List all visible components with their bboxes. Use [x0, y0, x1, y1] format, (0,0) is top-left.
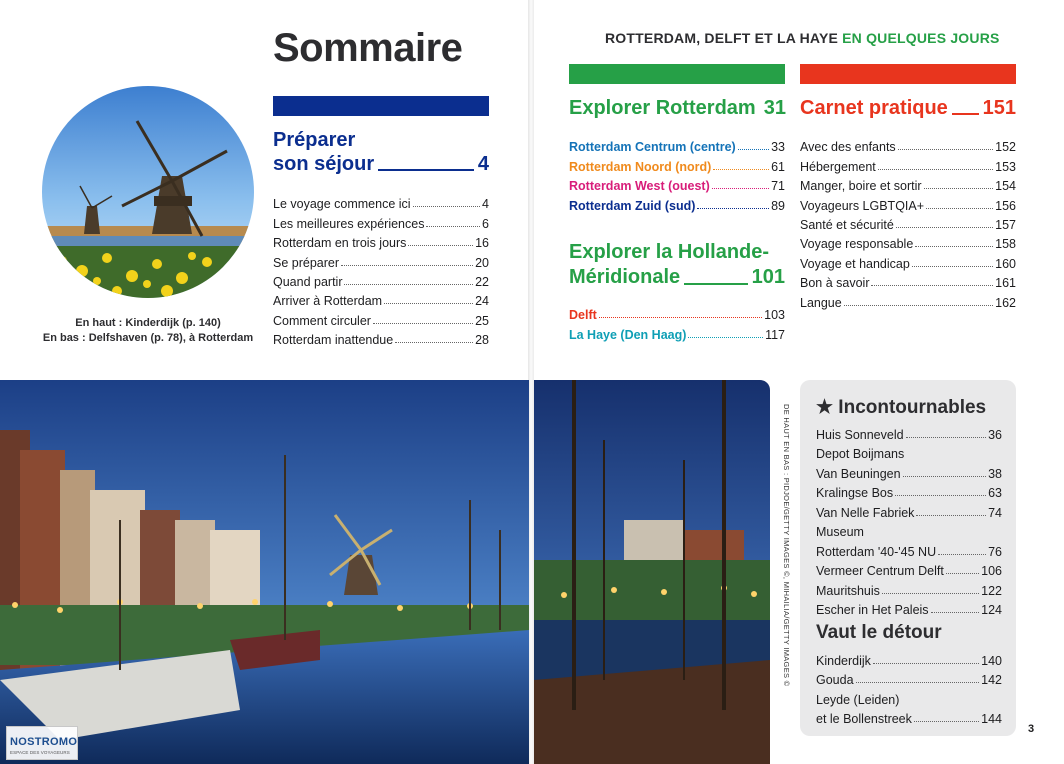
- dotted-leader: [856, 682, 980, 683]
- section-explorer-rotterdam-title[interactable]: [569, 96, 785, 120]
- delfshaven-photo: [0, 380, 529, 764]
- highlight-entry-label: Depot Boijmans: [816, 447, 905, 461]
- section-page-number: 151: [982, 97, 1016, 119]
- dotted-leader: [344, 284, 473, 285]
- highlight-entry-page: 76: [988, 544, 1002, 559]
- detour-title: Vaut le détour: [816, 622, 942, 643]
- highlight-entry-page: 74: [988, 505, 1002, 520]
- dotted-leader: [844, 305, 993, 306]
- toc-entry[interactable]: [569, 193, 785, 212]
- section-preparer-title[interactable]: [273, 128, 489, 176]
- dotted-leader: [426, 226, 480, 227]
- highlight-entry[interactable]: [816, 500, 1002, 520]
- toc-entry-page: 156: [995, 198, 1016, 213]
- toc-entry-page: 154: [995, 179, 1016, 194]
- logo-tagline: ESPACE DES VOYAGEURS: [10, 750, 70, 755]
- highlight-entry[interactable]: [816, 422, 1002, 442]
- section-color-bar: [800, 64, 1016, 84]
- harbour-photo: [534, 380, 770, 764]
- section-title: Explorer Rotterdam: [569, 97, 756, 119]
- dotted-leader: [873, 663, 979, 664]
- dotted-leader: [895, 495, 986, 496]
- toc-entry[interactable]: [273, 250, 489, 269]
- toc-entry-page: 89: [771, 198, 785, 213]
- guide-header: [605, 30, 1000, 46]
- dotted-leader: [378, 169, 474, 171]
- toc-entry[interactable]: [273, 308, 489, 327]
- toc-entry-label: Langue: [800, 295, 842, 310]
- toc-entry-label: Voyage responsable: [800, 237, 914, 252]
- highlight-entry-page: 36: [988, 427, 1002, 442]
- toc-entry-label: Rotterdam Zuid (sud): [569, 198, 696, 213]
- toc-entry-label: Quand partir: [273, 274, 343, 289]
- toc-entry-label: Arriver à Rotterdam: [273, 294, 383, 309]
- dotted-leader: [952, 113, 979, 115]
- highlight-entry-label: Museum: [816, 525, 864, 539]
- highlight-entry-label: Gouda: [816, 673, 854, 687]
- toc-entry[interactable]: [569, 303, 785, 322]
- toc-entry-page: 71: [771, 179, 785, 194]
- highlight-entry-label: Vermeer Centrum Delft: [816, 564, 944, 578]
- highlight-entry[interactable]: [816, 442, 1002, 481]
- toc-entry-label: Santé et sécurité: [800, 217, 894, 232]
- header-accent: EN QUELQUES JOURS: [842, 30, 1000, 46]
- highlight-entry[interactable]: [816, 648, 1002, 668]
- section-color-bar: [273, 96, 489, 116]
- toc-entry-label: Rotterdam West (ouest): [569, 179, 710, 194]
- highlight-entry-label: Kralingse Bos: [816, 486, 894, 500]
- dotted-leader: [373, 323, 473, 324]
- highlight-entry-label: Kinderdijk: [816, 653, 871, 668]
- dotted-leader: [697, 208, 769, 209]
- dotted-leader: [914, 721, 979, 722]
- toc-entry-page: 103: [764, 308, 785, 323]
- toc-entry[interactable]: [800, 193, 1016, 212]
- toc-entry-page: 158: [995, 237, 1016, 252]
- toc-entry-label: Rotterdam en trois jours: [273, 236, 407, 251]
- toc-list-preparer: [273, 192, 489, 347]
- section-title-line: son séjour: [273, 153, 375, 175]
- dotted-leader: [903, 476, 987, 477]
- toc-entry-label: Le voyage commence ici: [273, 197, 411, 212]
- highlight-entry[interactable]: [816, 598, 1002, 618]
- dotted-leader: [599, 317, 762, 318]
- section-page-number: 101: [751, 266, 785, 288]
- dotted-leader: [924, 188, 994, 189]
- highlight-entry-page: 122: [981, 583, 1002, 598]
- detour-list: [816, 648, 1002, 726]
- dotted-leader: [688, 337, 763, 338]
- section-page-number: 4: [477, 153, 489, 175]
- dotted-leader: [738, 149, 769, 150]
- dotted-leader: [341, 265, 473, 266]
- dotted-leader: [413, 206, 480, 207]
- toc-entry[interactable]: [569, 154, 785, 173]
- highlight-entry-page: 144: [981, 712, 1002, 726]
- toc-entry[interactable]: [569, 322, 785, 341]
- section-explorer-hollande-title[interactable]: [569, 240, 785, 290]
- toc-entry-page: 24: [475, 294, 489, 309]
- highlight-entry-label: Leyde (Leiden): [816, 692, 900, 707]
- dotted-leader: [938, 554, 986, 555]
- toc-entry[interactable]: [273, 328, 489, 347]
- highlight-entry[interactable]: [816, 578, 1002, 598]
- toc-entry-label: Delft: [569, 308, 597, 323]
- toc-entry[interactable]: [569, 135, 785, 154]
- toc-entry[interactable]: [273, 289, 489, 308]
- dotted-leader: [395, 342, 473, 343]
- highlight-entry-page: 63: [988, 486, 1002, 500]
- section-color-bar: [569, 64, 785, 84]
- incontournables-list: [816, 422, 1002, 617]
- toc-entry-page: 16: [475, 236, 489, 251]
- toc-entry-page: 25: [475, 313, 489, 328]
- dotted-leader: [408, 245, 473, 246]
- dotted-leader: [712, 188, 769, 189]
- caption-line: En bas : Delfshaven (p. 78), à Rotterdam: [42, 332, 254, 344]
- dotted-leader: [713, 169, 769, 170]
- caption-line: En haut : Kinderdijk (p. 140): [75, 317, 221, 329]
- toc-entry-label: Bon à savoir: [800, 276, 870, 291]
- toc-entry-label: Manger, boire et sortir: [800, 179, 922, 194]
- dotted-leader: [946, 573, 979, 574]
- toc-entry-page: 157: [995, 217, 1016, 232]
- toc-entry-page: 161: [995, 276, 1016, 291]
- toc-entry-page: 4: [482, 197, 489, 212]
- toc-entry-label: Comment circuler: [273, 313, 371, 328]
- toc-entry[interactable]: [800, 251, 1016, 270]
- toc-entry-label: Rotterdam Centrum (centre): [569, 140, 736, 155]
- highlight-entry-label: Rotterdam '40-'45 NU: [816, 544, 937, 559]
- toc-list-hollande: [569, 303, 785, 342]
- highlight-entry-page: 124: [981, 603, 1002, 617]
- toc-entry[interactable]: [273, 211, 489, 230]
- highlight-entry[interactable]: [816, 687, 1002, 726]
- toc-entry[interactable]: [569, 174, 785, 193]
- toc-entry[interactable]: [800, 213, 1016, 232]
- dotted-leader: [915, 246, 993, 247]
- highlight-entry[interactable]: [816, 481, 1002, 501]
- toc-entry-label: Rotterdam inattendue: [273, 333, 394, 348]
- toc-entry-label: Avec des enfants: [800, 140, 896, 155]
- dotted-leader: [931, 612, 980, 613]
- toc-entry[interactable]: [800, 154, 1016, 173]
- toc-entry-label: Rotterdam Noord (nord): [569, 159, 712, 174]
- section-page-number: 31: [763, 97, 786, 119]
- dotted-leader: [882, 593, 979, 594]
- dotted-leader: [906, 437, 987, 438]
- highlight-entry-label: Huis Sonneveld: [816, 427, 904, 442]
- toc-entry[interactable]: [273, 192, 489, 211]
- toc-entry[interactable]: [273, 231, 489, 250]
- toc-entry-page: 117: [765, 327, 785, 342]
- highlight-entry[interactable]: [816, 559, 1002, 579]
- toc-list-carnet: [800, 135, 1016, 310]
- photo-credit: [780, 404, 792, 687]
- highlight-entry-label: Escher in Het Paleis: [816, 603, 929, 617]
- dotted-leader: [926, 208, 993, 209]
- windmill-photo: [42, 86, 254, 298]
- photo-credit-text: DE HAUT EN BAS : PIDJOE/GETTY IMAGES ©, MIHAILIA/GETTY IMAGES ©: [782, 404, 791, 687]
- highlight-entry-label: Van Beuningen: [816, 466, 901, 481]
- toc-entry-page: 61: [771, 159, 785, 174]
- toc-entry-label: Hébergement: [800, 159, 876, 174]
- dotted-leader: [684, 283, 747, 285]
- toc-entry-page: 28: [475, 333, 489, 348]
- highlight-entry-page: 38: [988, 466, 1002, 481]
- page-title: Sommaire: [273, 26, 463, 70]
- section-title-line: Explorer la Hollande-: [569, 241, 770, 263]
- highlight-entry-page: 142: [981, 673, 1002, 687]
- toc-entry-label: Voyage et handicap: [800, 256, 910, 271]
- toc-entry-page: 22: [475, 274, 489, 289]
- toc-entry[interactable]: [800, 232, 1016, 251]
- photo-caption: [30, 316, 266, 346]
- toc-entry-page: 162: [995, 295, 1016, 310]
- dotted-leader: [896, 227, 993, 228]
- header-main: ROTTERDAM, DELFT ET LA HAYE: [605, 30, 839, 46]
- toc-entry[interactable]: [800, 290, 1016, 309]
- dotted-leader: [916, 515, 986, 516]
- dotted-leader: [898, 149, 993, 150]
- dotted-leader: [871, 285, 993, 286]
- section-title: Carnet pratique: [800, 97, 948, 119]
- highlight-entry[interactable]: [816, 668, 1002, 688]
- highlight-entry[interactable]: [816, 520, 1002, 559]
- dotted-leader: [878, 169, 993, 170]
- nostromo-logo: [6, 726, 78, 760]
- highlight-entry-label: et le Bollenstreek: [816, 712, 912, 726]
- page-number: 3: [1028, 723, 1035, 735]
- toc-entry-label: Les meilleures expériences: [273, 216, 425, 231]
- dotted-leader: [912, 266, 993, 267]
- toc-entry-label: Se préparer: [273, 255, 340, 270]
- section-carnet-title[interactable]: [800, 96, 1016, 120]
- highlight-entry-label: Van Nelle Fabriek: [816, 505, 915, 520]
- toc-list-rotterdam: [569, 135, 785, 213]
- incontournables-title: ★ Incontournables: [816, 397, 987, 418]
- highlight-entry-label: Mauritshuis: [816, 583, 880, 598]
- toc-entry-label: Voyageurs LGBTQIA+: [800, 198, 925, 213]
- toc-entry-page: 153: [995, 159, 1016, 174]
- logo-name: NOSTROMO: [10, 736, 78, 748]
- toc-entry-page: 20: [475, 255, 489, 270]
- toc-entry-label: La Haye (Den Haag): [569, 327, 687, 342]
- highlight-entry-page: 140: [981, 653, 1002, 668]
- section-title-line: Préparer: [273, 129, 356, 151]
- section-title-line: Méridionale: [569, 266, 681, 288]
- toc-entry-page: 6: [482, 216, 489, 231]
- toc-entry[interactable]: [800, 271, 1016, 290]
- toc-entry-page: 160: [995, 256, 1016, 271]
- highlight-entry-page: 106: [981, 564, 1002, 578]
- toc-entry[interactable]: [800, 174, 1016, 193]
- dotted-leader: [384, 303, 473, 304]
- toc-entry-page: 152: [995, 140, 1016, 155]
- toc-entry-page: 33: [771, 140, 785, 155]
- toc-entry[interactable]: [800, 135, 1016, 154]
- toc-entry[interactable]: [273, 270, 489, 289]
